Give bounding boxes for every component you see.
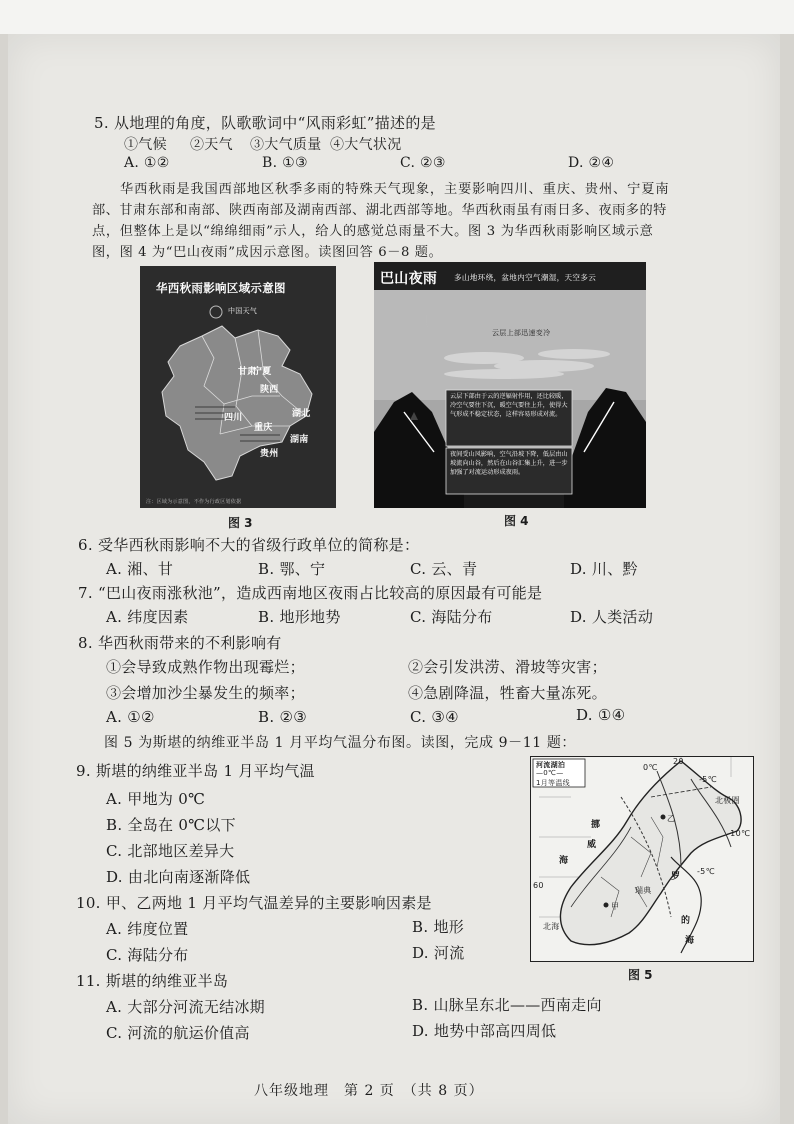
q8-item: ④急剧降温，牲畜大量冻死。 [408,684,607,702]
location-yi-dot [661,815,666,820]
q10-stem: 10. 甲、乙两地 1 月平均气温差异的主要影响因素是 [76,894,432,912]
fig5-label: 60 [533,881,544,890]
fig3-region: 宁夏 [253,367,272,377]
q5-option-a: A. ①② [124,155,170,171]
location-jia-dot [604,903,609,908]
q7-option-d: D. 人类活动 [570,608,654,626]
q5-item: ②天气 [190,137,233,153]
fig5-label: -10℃ [727,829,751,838]
scan-top-margin [0,0,794,34]
q8-item: ②会引发洪涝、滑坡等灾害； [408,658,607,676]
q11-stem: 11. 斯堪的纳维亚半岛 [76,972,229,990]
fig5-legend: —0℃— [536,769,564,777]
fig3-region: 陕西 [260,385,279,395]
figure-5-caption: 图 5 [628,968,653,982]
fig5-label: 海 [559,856,569,866]
intro-line: 点，但整体上是以“绵绵细雨”示人，给人的感觉总雨量不大。图 3 为华西秋雨影响区域示意 [92,224,654,239]
fig5-label: 乙 [667,814,676,823]
q8-item: ①会导致成熟作物出现霉烂； [106,658,305,676]
q8-option-b: B. ②③ [258,708,307,726]
fig5-label: 海 [685,936,695,946]
q9-option-c: C. 北部地区差异大 [106,842,235,860]
q5-option-b: B. ①③ [262,155,308,171]
fig5-legend: 1月等温线 [536,779,570,787]
q6-option-a: A. 湘、甘 [106,560,174,578]
figure-5-map [530,756,754,962]
fig5-label: 北极圈 [715,796,740,805]
q7-option-b: B. 地形地势 [258,608,341,626]
q11-option-b: B. 山脉呈东北——西南走向 [412,996,602,1014]
q10-option-d: D. 河流 [412,944,465,962]
intro-line: 华西秋雨是我国西部地区秋季多雨的特殊天气现象，主要影响四川、重庆、贵州、宁夏南 [120,182,670,197]
q11-option-d: D. 地势中部高四周低 [412,1022,557,1040]
fig3-region: 重庆 [254,423,273,433]
intro-line: 图，图 4 为“巴山夜雨”成因示意图。读图回答 6－8 题。 [92,245,443,260]
fig5-label: 0℃ [643,763,658,772]
fig5-label: 北海 [543,922,560,931]
q8-option-c: C. ③④ [410,708,459,726]
fig5-label: 20 [673,757,684,766]
fig3-footnote: 注：区域为示意图，不作为行政区划依据 [146,499,242,505]
fig4-cloud-label: 云层上部迅速变冷 [492,329,551,337]
q8-option-d: D. ①④ [576,706,626,724]
q5-option-c: C. ②③ [400,155,446,171]
q5-stem: 5. 从地理的角度，队歌歌词中“风雨彩虹”描述的是 [94,114,436,132]
q7-stem: 7. “巴山夜雨涨秋池”，造成西南地区夜雨占比较高的原因最有可能是 [78,584,543,602]
q8-stem: 8. 华西秋雨带来的不利影响有 [78,634,282,652]
q5-option-d: D. ②④ [568,155,615,171]
fig5-label: -5℃ [699,775,717,784]
fig5-label: 罗 [671,872,681,882]
q9-option-b: B. 全岛在 0℃以下 [106,816,236,834]
q8-item: ③会增加沙尘暴发生的频率； [106,684,305,702]
intro2: 图 5 为斯堪的纳维亚半岛 1 月平均气温分布图。读图，完成 9－11 题： [104,735,577,751]
q8-option-a: A. ①② [106,708,155,726]
q10-option-c: C. 海陆分布 [106,946,189,964]
q6-option-d: D. 川、黔 [570,560,638,578]
fig5-label: 威 [587,840,597,850]
q7-option-c: C. 海陆分布 [410,608,493,626]
fig5-label: 的 [681,916,691,926]
q6-stem: 6. 受华西秋雨影响不大的省级行政单位的简称是： [78,536,420,554]
fig4-title: 巴山夜雨 [380,271,438,287]
fig5-label: -5℃ [697,867,715,876]
fig3-region: 湖北 [292,409,311,419]
fig3-region: 湖南 [290,435,309,445]
intro-line: 部、甘肃东部和南部、陕西南部及湖南西部、湖北西部等地。华西秋雨虽有雨日多、夜雨多的特 [92,203,667,218]
figure-4-caption: 图 4 [504,514,529,528]
figure-3-svg [140,266,336,508]
q11-option-a: A. 大部分河流无结冰期 [106,998,265,1016]
fig3-title: 华西秋雨影响区域示意图 [156,281,286,295]
fig4-box1: 云层下部由于云的逆辐射作用，还比较暖，冷空气要往下沉，暖空气要往上升，使得大气形成不稳定状态，这样容易形成对流。 [450,393,568,419]
q5-item: ①气候 [124,137,167,153]
q5-item: ③大气质量 [250,137,322,153]
q5-item: ④大气状况 [330,137,402,153]
fig3-region: 甘肃 [238,367,257,377]
fig5-label: 甲 [611,902,620,911]
fig4-subtitle: 多山地环绕，盆地内空气潮湿，天空多云 [454,273,597,282]
figure-3-caption: 图 3 [228,516,253,530]
fig4-box2: 夜间受山风影响，空气沿坡下降，低层由山坡流向山谷，然后在山谷汇集上升，进一步加强了对流运动形成夜雨。 [450,451,568,477]
figure-4-diagram [374,262,646,508]
fig5-label: 挪 [591,820,601,830]
q11-option-c: C. 河流的航运价值高 [106,1024,250,1042]
q6-option-c: C. 云、青 [410,560,478,578]
fig3-region: 四川 [224,413,243,423]
q6-option-b: B. 鄂、宁 [258,560,326,578]
figure-3-map [140,266,336,508]
fig5-label: 瑞典 [635,886,652,895]
q7-option-a: A. 纬度因素 [106,608,189,626]
q10-option-b: B. 地形 [412,918,465,936]
page-footer: 八年级地理 第 2 页 （共 8 页） [254,1083,484,1099]
fig5-legend: 河流湖泊 [536,761,566,769]
fig3-region: 贵州 [260,449,279,459]
fig3-source: 中国天气 [228,307,258,315]
q10-option-a: A. 纬度位置 [106,920,189,938]
q9-option-a: A. 甲地为 0℃ [106,790,206,808]
q9-option-d: D. 由北向南逐渐降低 [106,868,251,886]
q9-stem: 9. 斯堪的纳维亚半岛 1 月平均气温 [76,762,315,780]
